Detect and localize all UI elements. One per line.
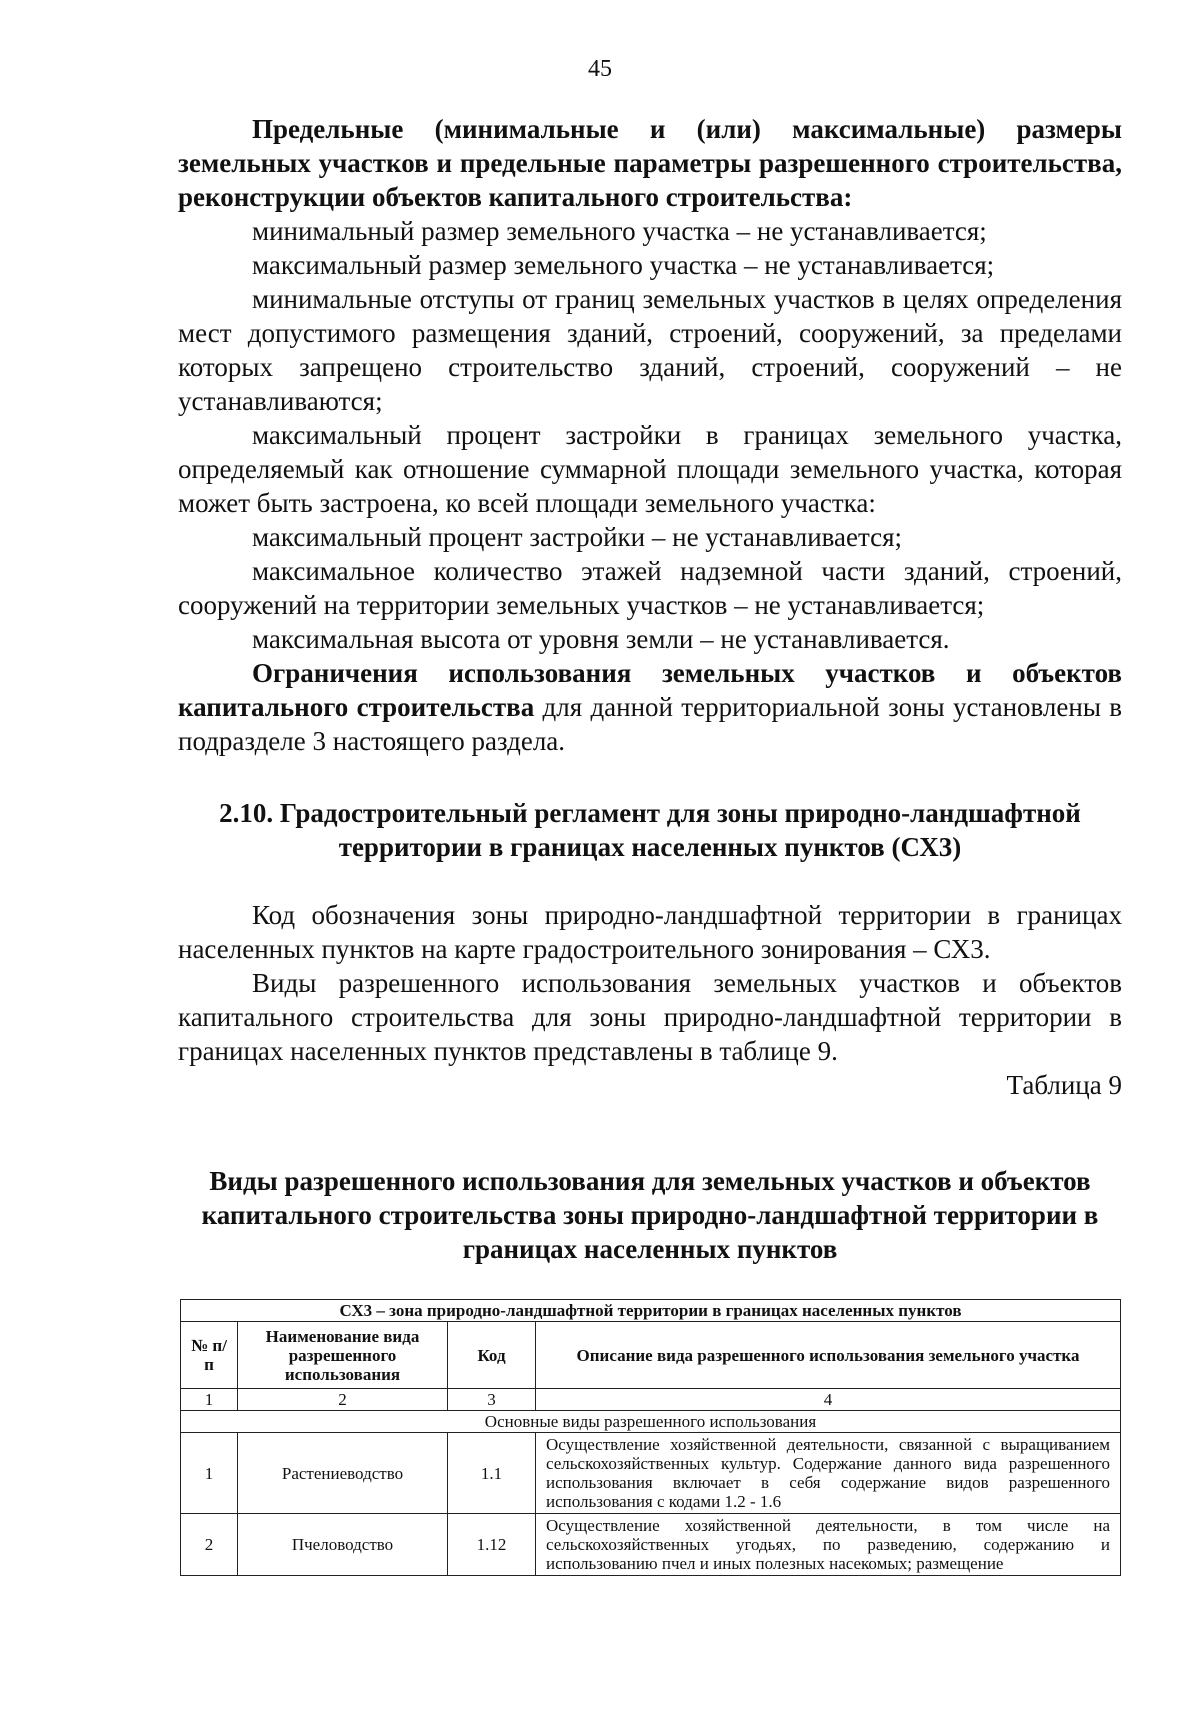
zone-code-paragraph: Код обозначения зоны природно-ландшафтной территории в границах населенных пунктов на карте градостроительного зонирования – СХ3. bbox=[178, 900, 1122, 964]
page-number: 45 bbox=[588, 56, 612, 82]
floors-paragraph: максимальное количество этажей надземной части зданий, строений, сооружений на территории земельных участков – не устанавливается; bbox=[178, 556, 1122, 620]
coverage-paragraph: максимальный процент застройки – не устанавливается; bbox=[252, 522, 903, 552]
row-name: Пчеловодство bbox=[238, 1514, 448, 1576]
table-header-row bbox=[181, 1322, 1121, 1389]
section-title: 2.10. Градостроительный регламент для зоны природно-ландшафтной территории в границах населенных пунктов (СХ3) bbox=[219, 798, 1081, 862]
col-header-num: № п/п bbox=[181, 1322, 238, 1389]
row-num: 1 bbox=[181, 1433, 238, 1514]
index-cell: 1 bbox=[181, 1389, 238, 1411]
coverage-definition-paragraph: максимальный процент застройки в границах земельного участка, определяемый как отношение суммарной площади земельного участка, которая может быть застроена, ко всей площади земельного участка: bbox=[178, 420, 1122, 518]
row-desc: Осуществление хозяйственной деятельности, в том числе на сельскохозяйственных угодьях, по разведению, содержанию и использованию пчел и иных полезных насекомых; размещение bbox=[536, 1514, 1121, 1576]
index-cell: 2 bbox=[238, 1389, 448, 1411]
row-num: 2 bbox=[181, 1514, 238, 1576]
table-row bbox=[181, 1433, 1121, 1514]
setbacks-paragraph: минимальные отступы от границ земельных участков в целях определения мест допустимого размещения зданий, строений, сооружений, за пределами которых запрещено строительство зданий, строений, сооружений – не устанавливаются; bbox=[178, 284, 1122, 416]
index-cell: 3 bbox=[448, 1389, 536, 1411]
height-paragraph: максимальная высота от уровня земли – не устанавливается. bbox=[252, 624, 950, 654]
col-header-name: Наименование вида разрешенного использования bbox=[238, 1322, 448, 1389]
index-cell: 4 bbox=[536, 1389, 1121, 1411]
row-name: Растениеводство bbox=[238, 1433, 448, 1514]
table-row bbox=[181, 1514, 1121, 1576]
col-header-code: Код bbox=[448, 1322, 536, 1389]
limits-block bbox=[178, 112, 1122, 758]
permitted-uses-paragraph: Виды разрешенного использования земельных участков и объектов капитального строительства для зоны природно-ландшафтной территории в границах населенных пунктов представлены в таблице 9. bbox=[178, 968, 1122, 1066]
table-index-row bbox=[181, 1389, 1121, 1411]
limits-heading: Предельные (минимальные и (или) максимальные) размеры земельных участков и предельные параметры разрешенного строительства, реконструкции объектов капитального строительства: bbox=[178, 114, 1122, 212]
restrictions-text: для данной территориальной зоны установлены в подразделе 3 настоящего раздела. bbox=[178, 692, 1122, 756]
max-size-paragraph: максимальный размер земельного участка – не устанавливается; bbox=[252, 250, 995, 280]
table-group-row bbox=[181, 1411, 1121, 1433]
permitted-uses-table bbox=[180, 1299, 1121, 1576]
table-zone-header-row bbox=[181, 1300, 1121, 1322]
table-viewport bbox=[178, 1297, 1128, 1665]
row-code: 1.1 bbox=[448, 1433, 536, 1514]
section-body bbox=[178, 898, 1122, 1102]
zone-header: СХ3 – зона природно-ландшафтной территории в границах населенных пунктов bbox=[181, 1300, 1121, 1322]
table-label: Таблица 9 bbox=[1006, 1070, 1122, 1100]
restrictions-paragraph bbox=[178, 656, 1122, 758]
row-code: 1.12 bbox=[448, 1514, 536, 1576]
col-header-desc: Описание вида разрешенного использования земельного участка bbox=[536, 1322, 1121, 1389]
group-header: Основные виды разрешенного использования bbox=[181, 1411, 1121, 1433]
min-size-paragraph: минимальный размер земельного участка – не устанавливается; bbox=[252, 216, 987, 246]
table-title: Виды разрешенного использования для земельных участков и объектов капитального строительства зоны природно-ландшафтной территории в границах населенных пунктов bbox=[201, 1166, 1099, 1264]
row-desc: Осуществление хозяйственной деятельности, связанной с выращиванием сельскохозяйственных культур. Содержание данного вида разрешенного использования включает в себя содержание видов разрешенного использования с кодами 1.2 - 1.6 bbox=[536, 1433, 1121, 1514]
restrictions-bold-text: Ограничения использования земельных участков и объектов капитального строительства bbox=[178, 658, 1122, 722]
